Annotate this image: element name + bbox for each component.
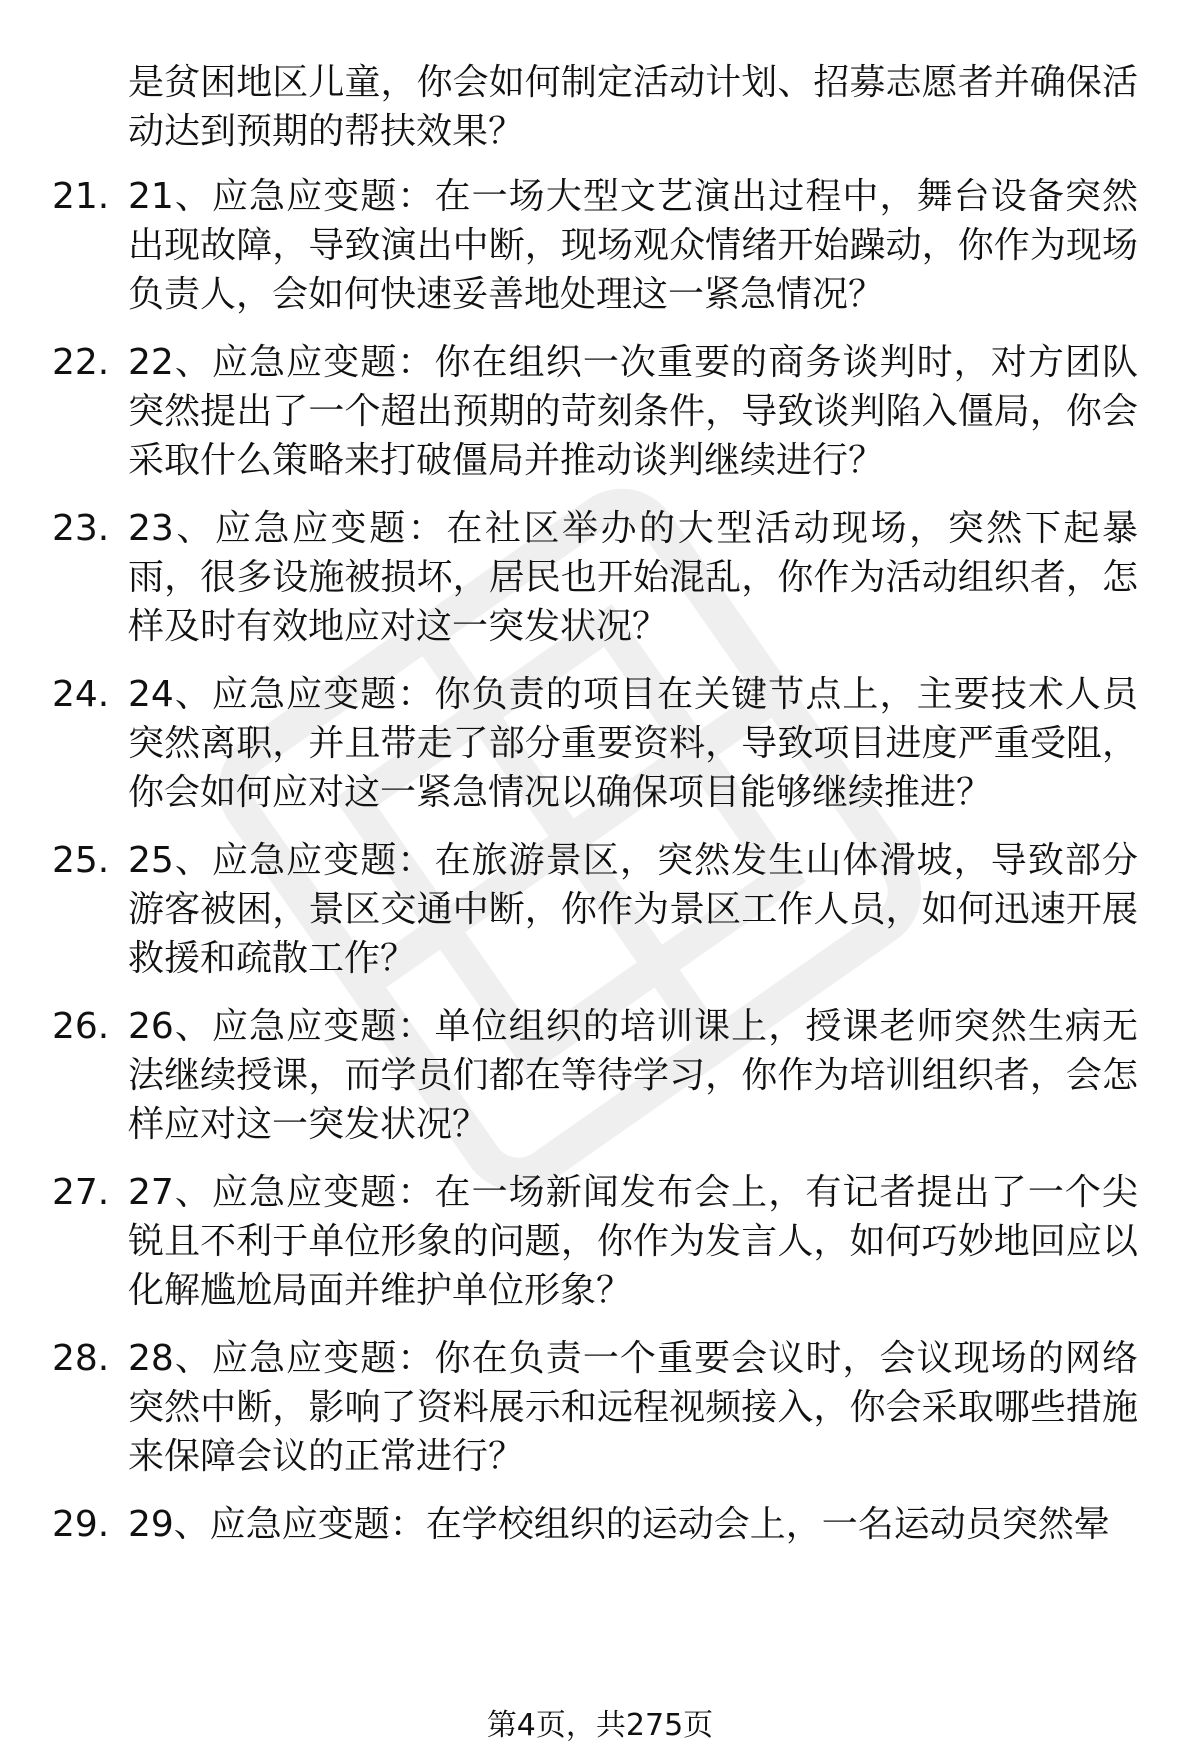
item-number: 26. xyxy=(52,1006,110,1047)
item-text: 21、应急应变题：在一场大型文艺演出过程中，舞台设备突然出现故障，导致演出中断，现场观众情绪开始躁动，你作为现场负责人，会如何快速妥善地处理这一紧急情况？ xyxy=(128,176,1138,315)
item-number: 21. xyxy=(52,176,110,217)
item-number: 27. xyxy=(52,1172,110,1213)
continuation-text: 是贫困地区儿童，你会如何制定活动计划、招募志愿者并确保活动达到预期的帮扶效果？ xyxy=(128,62,1138,152)
item-text: 28、应急应变题：你在负责一个重要会议时，会议现场的网络突然中断，影响了资料展示和远程视频接入，你会采取哪些措施来保障会议的正常进行？ xyxy=(128,1338,1138,1477)
page-footer: 第4页，共275页 xyxy=(486,1708,714,1743)
item-number: 23. xyxy=(52,508,110,549)
item-number: 22. xyxy=(52,342,110,383)
item-number: 28. xyxy=(52,1338,110,1379)
item-number: 24. xyxy=(52,674,110,715)
item-text: 23、应急应变题：在社区举办的大型活动现场，突然下起暴雨，很多设施被损坏，居民也开始混乱，你作为活动组织者，怎样及时有效地应对这一突发状况？ xyxy=(128,508,1138,647)
item-text: 29、应急应变题：在学校组织的运动会上，一名运动员突然晕 xyxy=(128,1504,1110,1545)
item-number: 25. xyxy=(52,840,110,881)
item-text: 24、应急应变题：你负责的项目在关键节点上，主要技术人员突然离职，并且带走了部分重要资料，导致项目进度严重受阻，你会如何应对这一紧急情况以确保项目能够继续推进？ xyxy=(128,674,1138,813)
item-text: 27、应急应变题：在一场新闻发布会上，有记者提出了一个尖锐且不利于单位形象的问题，你作为发言人，如何巧妙地回应以化解尴尬局面并维护单位形象？ xyxy=(128,1172,1138,1311)
item-number: 29. xyxy=(52,1504,110,1545)
item-text: 22、应急应变题：你在组织一次重要的商务谈判时，对方团队突然提出了一个超出预期的苛刻条件，导致谈判陷入僵局，你会采取什么策略来打破僵局并推动谈判继续进行？ xyxy=(128,342,1138,481)
item-text: 25、应急应变题：在旅游景区，突然发生山体滑坡，导致部分游客被困，景区交通中断，你作为景区工作人员，如何迅速开展救援和疏散工作？ xyxy=(128,840,1138,979)
item-text: 26、应急应变题：单位组织的培训课上，授课老师突然生病无法继续授课，而学员们都在等待学习，你作为培训组织者，会怎样应对这一突发状况？ xyxy=(128,1006,1138,1145)
